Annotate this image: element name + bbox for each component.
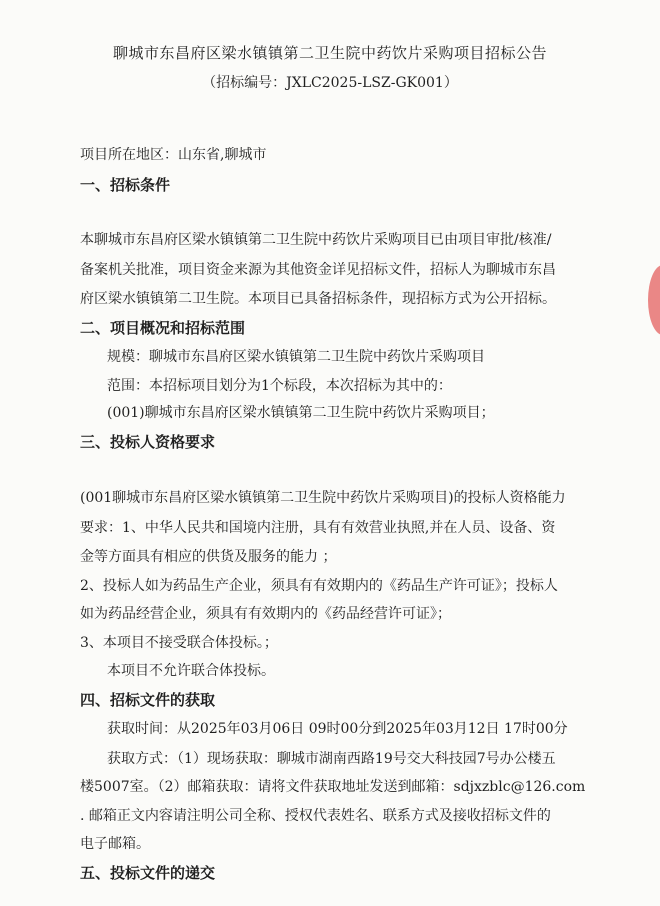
section-5-heading: 五、投标文件的递交 xyxy=(80,864,216,882)
section-2-heading: 二、项目概况和招标范围 xyxy=(80,319,246,337)
section-3-line: (001聊城市东昌府区梁水镇镇第二卫生院中药饮片采购项目)的投标人资格能力 xyxy=(80,490,566,506)
project-scope: 范围：本招标项目划分为1个标段，本次招标为其中的： xyxy=(107,378,452,394)
section-3-line: 3、本项目不接受联合体投标。； xyxy=(80,635,278,651)
section-1-heading: 一、招标条件 xyxy=(80,176,171,194)
section-4-line: 获取方式：（1）现场获取：聊城市湖南西路19号交大科技园7号办公楼五 xyxy=(107,751,556,767)
section-3-line: 要求：1、中华人民共和国境内注册，具有有效营业执照,并在人员、设备、资 xyxy=(80,520,556,536)
project-lot: (001)聊城市东昌府区梁水镇镇第二卫生院中药饮片采购项目； xyxy=(107,405,495,421)
section-3-line: 金等方面具有相应的供货及服务的能力 ； xyxy=(80,549,337,565)
section-4-line: 电子邮箱。 xyxy=(80,836,150,852)
section-3-heading: 三、投标人资格要求 xyxy=(80,433,216,451)
section-4-line: . 邮箱正文内容请注明公司全称、授权代表姓名、联系方式及接收招标文件的 xyxy=(80,808,551,824)
section-3-line: 如为药品经营企业，须具有有效期内的《药品经营许可证》； xyxy=(80,606,451,622)
section-1-line: 本聊城市东昌府区梁水镇镇第二卫生院中药饮片采购项目已由项目审批/核准/ xyxy=(80,232,552,248)
section-1-line: 备案机关批准，项目资金来源为其他资金详见招标文件，招标人为聊城市东昌 xyxy=(80,262,556,278)
notice-title: 聊城市东昌府区梁水镇镇第二卫生院中药饮片采购项目招标公告 xyxy=(112,44,547,62)
project-scale: 规模：聊城市东昌府区梁水镇镇第二卫生院中药饮片采购项目 xyxy=(107,349,485,365)
section-1-line: 府区梁水镇镇第二卫生院。本项目已具备招标条件，现招标方式为公开招标。 xyxy=(80,291,556,307)
project-location: 项目所在地区：山东省,聊城市 xyxy=(80,147,267,163)
section-4-heading: 四、招标文件的获取 xyxy=(80,691,216,709)
tender-number: （招标编号：JXLC2025-LSZ-GK001） xyxy=(202,75,458,91)
section-3-line: 2、投标人如为药品生产企业，须具有有效期内的《药品生产许可证》；投标人 xyxy=(80,578,558,594)
section-4-line: 楼5007室。（2）邮箱获取：请将文件获取地址发送到邮箱：sdjxzblc@126.com xyxy=(80,779,586,795)
section-3-line: 本项目不允许联合体投标。 xyxy=(107,663,275,679)
red-seal-stamp xyxy=(648,265,660,335)
section-4-line: 获取时间：从2025年03月06日 09时00分到2025年03月12日 17时00分 xyxy=(107,721,568,737)
